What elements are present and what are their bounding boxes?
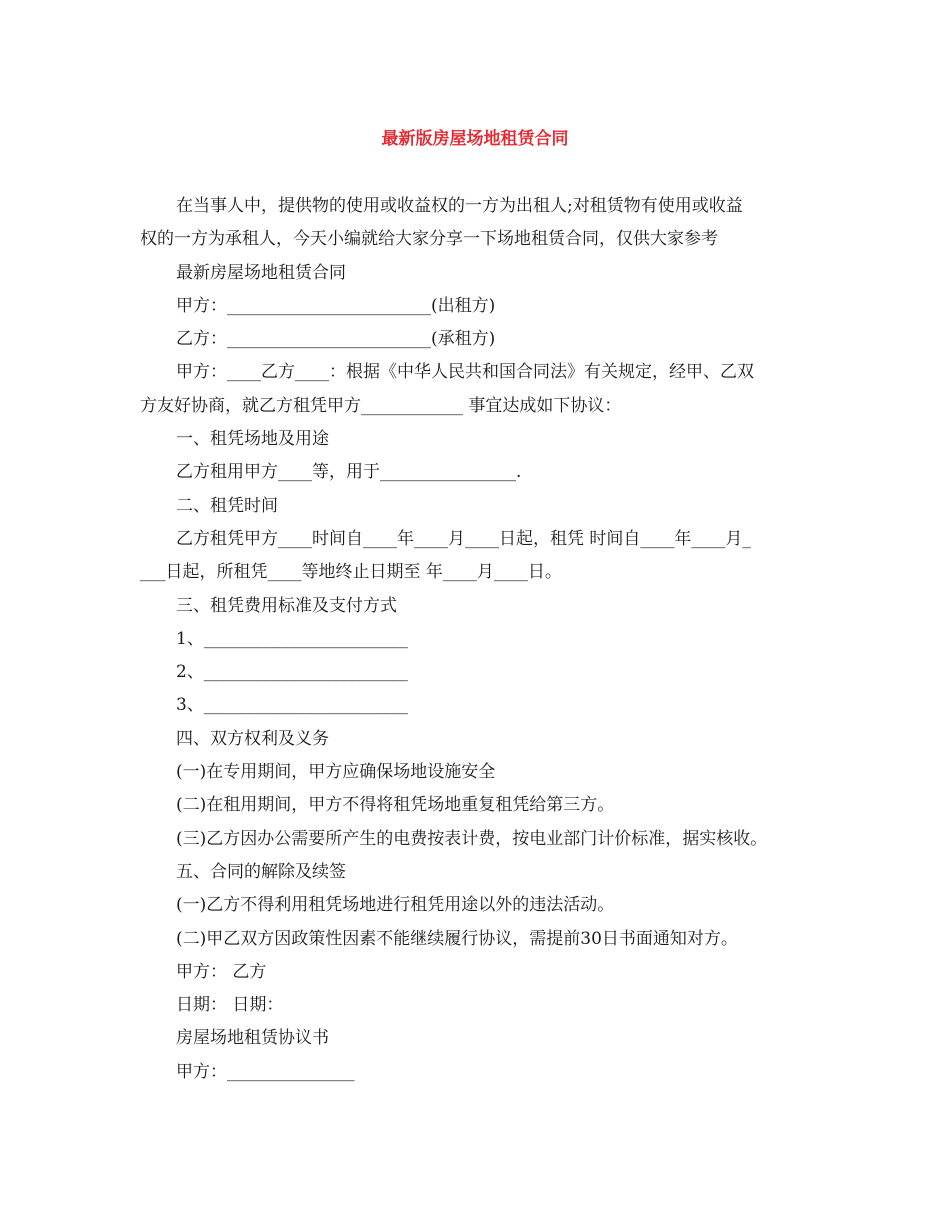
paragraph-line: 乙方租凭甲方____时间自____年____月____日起，租凭 时间自____年____月_	[176, 528, 751, 549]
paragraph-line: 四、双方权利及义务	[176, 728, 329, 749]
paragraph-line: (二)甲乙双方因政策性因素不能继续履行协议，需提前30日书面通知对方。	[176, 928, 738, 949]
paragraph-line: 甲方：_______________	[176, 1061, 355, 1082]
document-body	[140, 190, 832, 1089]
paragraph-line: (三)乙方因办公需要所产生的电费按表计费，按电业部门计价标准，据实核收。	[176, 828, 768, 849]
paragraph-line: 最新房屋场地租赁合同	[176, 262, 346, 283]
paragraph-line: 一、租凭场地及用途	[176, 429, 329, 450]
paragraph-line: 2、________________________	[176, 662, 408, 683]
paragraph-line: 方友好协商，就乙方租凭甲方____________ 事宜达成如下协议：	[140, 395, 622, 416]
paragraph-line: (一)在专用期间，甲方应确保场地设施安全	[176, 762, 496, 783]
paragraph-line: 乙方租用甲方____等，用于________________.	[176, 462, 522, 483]
paragraph-line: 甲方： 乙方	[176, 961, 267, 982]
paragraph-line: 甲方：____乙方____：根据《中华人民共和国合同法》有关规定，经甲、乙双	[176, 362, 754, 383]
paragraph-line: 在当事人中，提供物的使用或收益权的一方为出租人;对租赁物有使用或收益	[176, 196, 743, 216]
paragraph-line: 1、________________________	[176, 628, 408, 649]
paragraph-line: ___日起，所租凭____等地终止日期至 年____月____日。	[140, 562, 562, 583]
paragraph-line: (一)乙方不得利用租凭场地进行租凭用途以外的违法活动。	[176, 895, 615, 916]
paragraph-line: 甲方：________________________(出租方)	[176, 295, 496, 316]
paragraph-line: 3、________________________	[176, 695, 408, 716]
paragraph-line: 五、合同的解除及续签	[176, 861, 346, 882]
paragraph-line: 三、租凭费用标准及支付方式	[176, 595, 397, 616]
paragraph-line: (二)在租用期间，甲方不得将租凭场地重复租凭给第三方。	[176, 795, 615, 816]
paragraph-line: 日期： 日期：	[176, 995, 284, 1016]
paragraph-line: 二、租凭时间	[176, 495, 278, 516]
document-title: 最新版房屋场地租赁合同	[381, 129, 569, 149]
paragraph-line: 房屋场地租赁协议书	[176, 1028, 329, 1049]
paragraph-line: 权的一方为承租人，今天小编就给大家分享一下场地租赁合同，仅供大家参考	[140, 229, 718, 250]
paragraph-line: 乙方：________________________(承租方)	[176, 329, 496, 350]
